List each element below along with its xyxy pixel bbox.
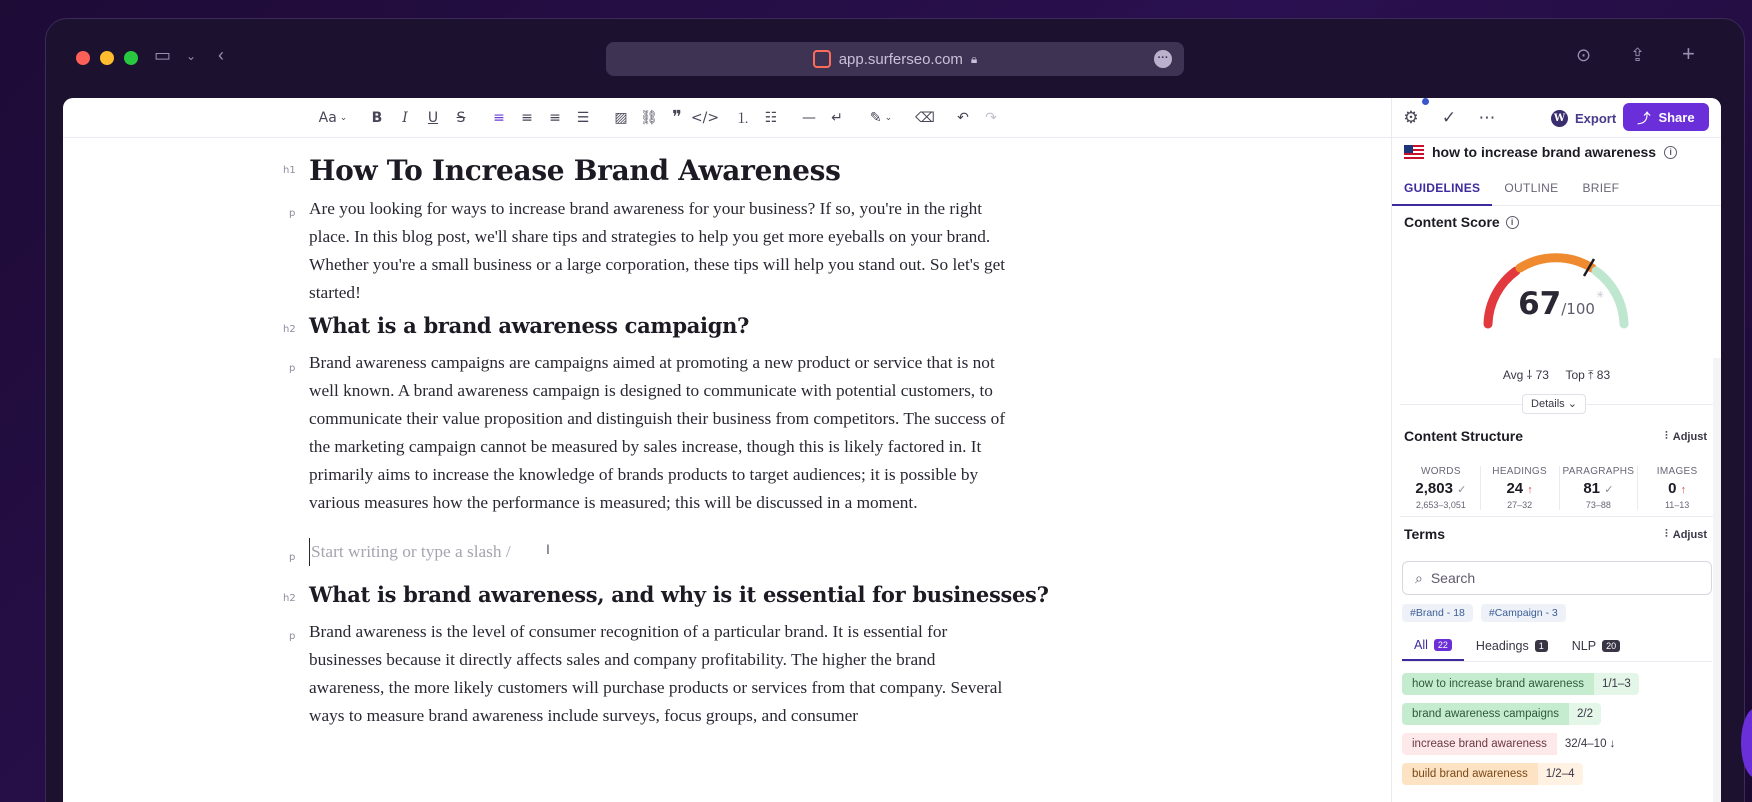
document-title[interactable]: How To Increase Brand Awareness (309, 154, 841, 187)
block-tag-h2: h2 (283, 593, 296, 604)
more-icon[interactable]: ⋯ (1478, 108, 1496, 128)
code-icon[interactable]: </> (690, 109, 720, 126)
tab-headings-terms[interactable] (1464, 630, 1560, 661)
terms-adjust-button[interactable] (1665, 528, 1707, 541)
term-name: how to increase brand awareness (1402, 673, 1594, 695)
url-text: app.surferseo.com (838, 50, 963, 68)
horizontal-rule-icon[interactable]: — (802, 109, 816, 126)
check-icon: ✓ (1457, 484, 1467, 496)
stat-value: 0 (1668, 480, 1677, 497)
details-label: Details (1531, 398, 1565, 410)
adjust-label: Adjust (1672, 430, 1707, 443)
stat-label: IMAGES (1656, 466, 1698, 477)
stat-images (1638, 466, 1716, 510)
terms-search-input[interactable] (1402, 561, 1712, 595)
structure-stats (1402, 466, 1716, 510)
wordpress-icon: W (1551, 110, 1568, 127)
surfer-app (63, 98, 1721, 802)
term-name: build brand awareness (1402, 763, 1538, 785)
term-item[interactable] (1402, 763, 1583, 785)
strikethrough-icon[interactable]: S (456, 109, 466, 126)
heading-2[interactable]: What is brand awareness, and why is it essential for businesses? (309, 582, 1049, 607)
settings-gear-icon[interactable]: ⚙ (1403, 108, 1419, 128)
sidebar-toggle-icon[interactable]: ▭ (154, 45, 172, 65)
term-count: 1/2–4 (1538, 763, 1583, 785)
term-item[interactable] (1402, 673, 1639, 695)
address-bar[interactable] (606, 42, 1184, 76)
top-icon: ⤒ (1588, 368, 1594, 382)
align-justify-icon[interactable]: ☰ (576, 109, 590, 126)
block-tag-p: p (289, 631, 296, 642)
avg-top-scores (1392, 366, 1721, 383)
bullet-list-icon[interactable]: ☷ (764, 109, 778, 126)
top-value: 83 (1596, 368, 1611, 382)
text-cursor-icon: I (546, 541, 550, 557)
tab-outline[interactable]: OUTLINE (1504, 181, 1559, 195)
block-tag-p: p (289, 552, 296, 563)
bold-icon[interactable]: B (371, 109, 383, 126)
panel-scrollbar[interactable] (1713, 358, 1721, 802)
terms-filter-tabs (1402, 630, 1712, 662)
stat-words (1402, 466, 1481, 510)
site-favicon-icon (813, 50, 831, 68)
us-flag-icon (1404, 145, 1424, 159)
sliders-icon: ⫶ (1665, 430, 1668, 442)
check-icon: ✓ (1604, 484, 1614, 496)
tab-label: Headings (1475, 638, 1529, 653)
new-tab-icon[interactable]: + (1682, 41, 1695, 66)
editor-toolbar (63, 98, 1391, 138)
score-max: /100 (1561, 300, 1595, 318)
term-item[interactable] (1402, 703, 1601, 725)
avg-value: 73 (1535, 368, 1549, 382)
italic-icon[interactable]: I (402, 109, 408, 126)
stat-range: 11–13 (1664, 500, 1690, 510)
count-badge: 22 (1434, 639, 1452, 651)
close-window-button[interactable] (76, 51, 90, 65)
chip-brand[interactable]: #Brand - 18 (1402, 604, 1473, 622)
svg-text:✳: ✳ (1596, 290, 1605, 301)
term-name: increase brand awareness (1402, 733, 1557, 755)
sliders-icon: ⫶ (1665, 528, 1668, 540)
align-right-icon[interactable]: ≡ (549, 109, 561, 126)
tab-nlp-terms[interactable] (1560, 630, 1632, 661)
stat-label: WORDS (1420, 466, 1461, 477)
quote-icon[interactable]: ❞ (672, 107, 682, 128)
check-circle-icon[interactable]: ✓ (1441, 108, 1457, 128)
align-left-icon[interactable]: ≡ (493, 109, 505, 126)
target-keyword: how to increase brand awareness (1432, 144, 1657, 160)
details-button[interactable]: Details ⌄ (1522, 394, 1586, 414)
stat-value: 24 (1506, 480, 1524, 497)
share-page-icon[interactable]: ⇪ (1630, 45, 1646, 65)
share-label: Share (1658, 109, 1695, 125)
underline-icon[interactable]: U (427, 109, 439, 126)
ordered-list-icon[interactable]: ⒈ (736, 110, 750, 127)
document-editor[interactable] (63, 138, 1391, 802)
paragraph[interactable]: Are you looking for ways to increase brand awareness for your business? If so, you're in the right place. In this blog post, we'll share tips and strategies to help you get more eyeballs on your brand. Whether you're a small business or a large corporation, these tips will help you stand out. So let's get started! (309, 199, 1006, 302)
term-count: 2/2 (1569, 703, 1601, 725)
tab-label: All (1414, 637, 1428, 652)
term-count: 32/4–10 ↓ (1557, 733, 1624, 755)
content-score (1392, 286, 1721, 322)
avg-label: Avg (1502, 368, 1524, 382)
adjust-label: Adjust (1672, 528, 1707, 541)
info-icon[interactable]: i (1506, 216, 1519, 229)
stat-range: 2,653–3,051 (1415, 500, 1466, 510)
guidelines-panel (1391, 98, 1721, 802)
empty-paragraph-placeholder[interactable]: Start writing or type a slash / (309, 538, 511, 566)
align-center-icon[interactable]: ≡ (521, 109, 533, 126)
keyword-row (1404, 144, 1677, 160)
paragraph[interactable]: Brand awareness campaigns are campaigns aimed at promoting a new product or service that is not well known. A brand awareness campaign is designed to communicate with potential customers, to communicate their value proposition and distinguish their business from competitors. The success of the marketing campaign cannot be measured by sales increase, though this is likely factored in. It primarily aims to increase the knowledge of brands products to target audiences; it is possible by various measures how the performance is measured; this will be discussed in a moment. (309, 353, 1006, 512)
terms-title: Terms (1404, 526, 1445, 542)
downloads-icon[interactable]: ⊙ (1576, 45, 1592, 65)
font-style-button[interactable]: Aa ⌄ (318, 109, 348, 126)
top-label: Top (1565, 368, 1585, 382)
content-score-label: Content Score (1404, 214, 1500, 230)
search-icon: ⌕ (1415, 569, 1423, 586)
chip-campaign[interactable]: #Campaign - 3 (1481, 604, 1566, 622)
tab-label: NLP (1571, 638, 1597, 653)
window-controls (76, 51, 138, 65)
avg-icon: ⸸ (1526, 368, 1533, 382)
stat-label: HEADINGS (1492, 466, 1547, 477)
content-score-title (1404, 214, 1519, 230)
block-tag-h1: h1 (283, 165, 296, 176)
topic-chips (1402, 604, 1566, 622)
block-tag-p: p (289, 363, 296, 374)
term-count: 1/1–3 (1594, 673, 1639, 695)
tab-brief[interactable]: BRIEF (1582, 181, 1620, 195)
block-tag-h2: h2 (283, 324, 296, 335)
search-placeholder: Search (1430, 570, 1476, 586)
export-button[interactable] (1541, 104, 1626, 132)
stat-value: 2,803 (1415, 480, 1453, 497)
stat-range: 73–88 (1585, 500, 1611, 510)
share-icon: ⤴ (1637, 110, 1651, 126)
highlight-icon[interactable]: ✎ ⌄ (869, 109, 893, 126)
paragraph[interactable]: Brand awareness is the level of consumer recognition of a particular brand. It is essential for businesses because it directly affects sales and company profitability. The higher the brand awareness, the more likely customers will purchase products or services from that company. Several ways to measure brand awareness include surveys, focus groups, and consumer (309, 622, 1003, 725)
tab-guidelines[interactable]: GUIDELINES (1392, 176, 1492, 206)
info-icon[interactable]: i (1664, 146, 1677, 159)
image-icon[interactable]: ▨ (614, 109, 628, 126)
score-value: 67 (1518, 286, 1562, 322)
share-button[interactable] (1623, 103, 1709, 131)
link-icon[interactable]: ⛓ (640, 109, 658, 126)
stat-value: 81 (1583, 480, 1601, 497)
structure-adjust-button[interactable] (1665, 430, 1707, 443)
font-style-label: Aa (318, 109, 337, 126)
clear-format-icon[interactable]: ⌫ (915, 109, 935, 126)
chevron-down-icon[interactable]: ⌄ (186, 49, 197, 63)
arrow-up-icon: ↑ (1527, 484, 1533, 496)
stat-label: PARAGRAPHS (1562, 466, 1635, 477)
more-options-icon[interactable]: ··· (1154, 50, 1172, 68)
content-structure-title: Content Structure (1404, 428, 1523, 444)
block-tag-p: p (289, 208, 296, 219)
line-break-icon[interactable]: ↵ (831, 109, 843, 126)
lock-icon: 🔒︎ (970, 51, 978, 66)
term-item[interactable] (1402, 733, 1623, 755)
stat-range: 27–32 (1507, 500, 1533, 510)
tab-all-terms[interactable] (1402, 630, 1464, 661)
terms-list (1402, 673, 1714, 793)
undo-icon[interactable]: ↶ (957, 109, 969, 126)
stat-paragraphs (1560, 466, 1639, 510)
minimize-window-button[interactable] (100, 51, 114, 65)
arrow-up-icon: ↑ (1680, 484, 1687, 496)
export-label: Export (1575, 110, 1617, 126)
panel-header (1392, 98, 1721, 138)
stat-headings (1481, 466, 1560, 510)
count-badge: 1 (1535, 640, 1548, 652)
term-name: brand awareness campaigns (1402, 703, 1569, 725)
count-badge: 20 (1602, 640, 1620, 652)
notification-dot (1422, 98, 1429, 105)
panel-tabs (1392, 176, 1721, 206)
heading-2[interactable]: What is a brand awareness campaign? (309, 313, 750, 338)
redo-icon[interactable]: ↷ (985, 109, 997, 126)
maximize-window-button[interactable] (124, 51, 138, 65)
back-icon[interactable]: ‹ (218, 45, 224, 65)
